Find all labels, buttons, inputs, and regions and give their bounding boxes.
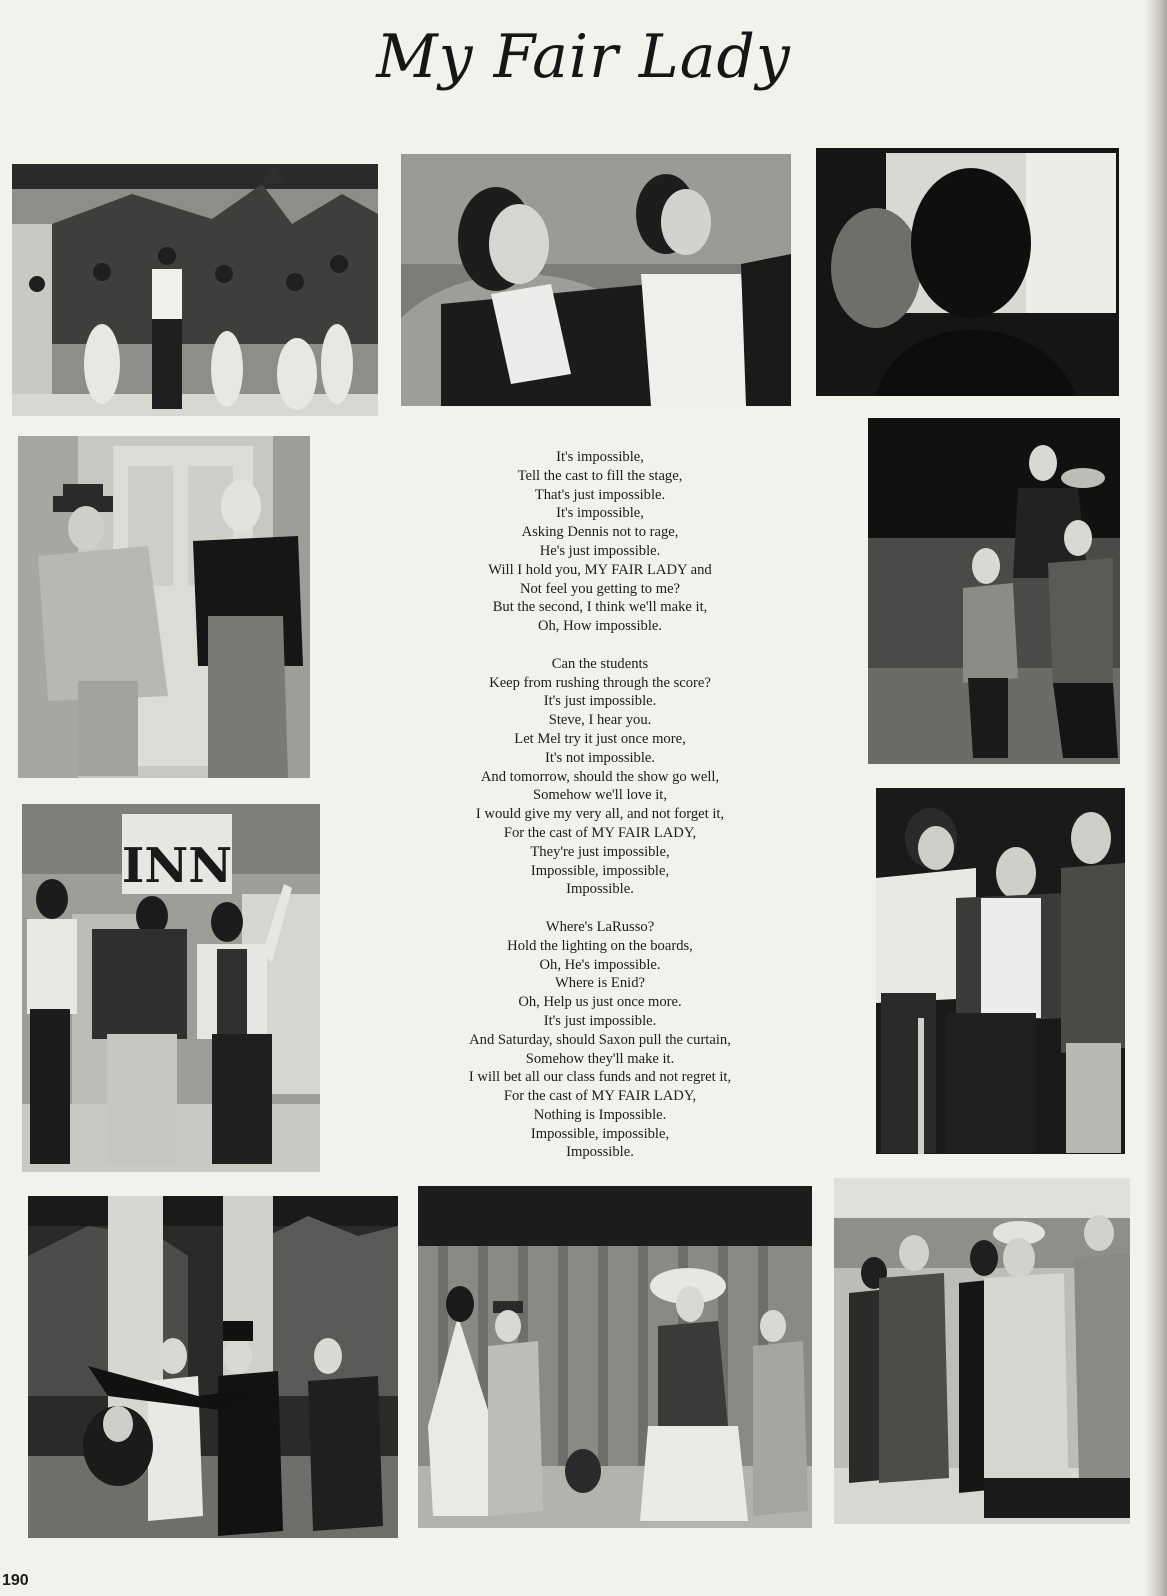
photo-icon	[28, 1196, 398, 1538]
poem-stanza-1	[420, 448, 780, 636]
photo-inn-scene	[22, 804, 320, 1172]
poem-line: And Saturday, should Saxon pull the curtain,	[469, 1031, 731, 1048]
photo-doorway-pair	[18, 436, 310, 778]
photo-icon	[816, 148, 1119, 396]
poem-line: Tell the cast to fill the stage,	[517, 467, 683, 484]
photo-icon	[12, 164, 378, 416]
poem-line: Let Mel try it just once more,	[514, 730, 686, 747]
poem-line: Asking Dennis not to rage,	[521, 524, 679, 541]
poem-line: Not feel you getting to me?	[519, 580, 681, 597]
photo-singing-trio	[876, 788, 1125, 1154]
photo-silhouette	[816, 148, 1119, 396]
page-title: My Fair Lady	[376, 22, 791, 92]
page-number: 190	[2, 1572, 29, 1589]
photo-ascot-stage	[418, 1186, 812, 1528]
photo-icon	[22, 804, 320, 1172]
poem-stanza-2	[420, 655, 780, 899]
poem-line: It's just impossible.	[543, 693, 657, 710]
poem-line: I will bet all our class funds and not regret it,	[468, 1069, 732, 1086]
poem-line: Oh, How impossible.	[537, 618, 663, 635]
photo-icon	[876, 788, 1125, 1154]
poem-line: And tomorrow, should the show go well,	[480, 768, 720, 785]
photo-balcony-scene	[868, 418, 1120, 764]
poem-line: Somehow they'll make it.	[525, 1050, 675, 1067]
poem-line: It's impossible,	[556, 505, 644, 522]
poem-line: Oh, Help us just once more.	[518, 994, 682, 1011]
poem-line: Steve, I hear you.	[548, 712, 652, 729]
poem-line: He's just impossible.	[539, 542, 661, 559]
poem-line: For the cast of MY FAIR LADY,	[503, 824, 697, 841]
poem	[420, 448, 780, 1162]
poem-line: Impossible.	[566, 1144, 634, 1161]
photo-sleeping-men	[401, 154, 791, 406]
poem-line: Hold the lighting on the boards,	[507, 937, 693, 954]
photo-ensemble-backstage	[834, 1178, 1130, 1524]
photo-icon	[868, 418, 1120, 764]
poem-line: Impossible.	[566, 881, 634, 898]
poem-line: Nothing is Impossible.	[533, 1106, 667, 1123]
photo-icon	[834, 1178, 1130, 1524]
photo-icon	[401, 154, 791, 406]
svg-text:INN: INN	[121, 838, 233, 894]
page-edge	[1145, 0, 1167, 1596]
poem-line: But the second, I think we'll make it,	[492, 599, 708, 616]
poem-line: It's impossible,	[556, 449, 644, 465]
poem-line: For the cast of MY FAIR LADY,	[503, 1088, 697, 1105]
poem-line: It's just impossible.	[543, 1012, 657, 1029]
poem-line: I would give my very all, and not forget it,	[475, 806, 725, 823]
poem-stanza-3	[420, 918, 780, 1162]
photo-street-dance	[28, 1196, 398, 1538]
poem-line: Impossible, impossible,	[530, 862, 670, 879]
poem-line: Impossible, impossible,	[530, 1125, 670, 1142]
poem-line: They're just impossible,	[530, 843, 670, 860]
photo-icon	[18, 436, 310, 778]
poem-line: Where is Enid?	[555, 975, 645, 992]
photo-icon	[418, 1186, 812, 1528]
poem-line: It's not impossible.	[544, 749, 656, 766]
poem-line: Can the students	[551, 655, 649, 672]
poem-line: Somehow we'll love it,	[533, 787, 667, 804]
photo-stage-chorus	[12, 164, 378, 416]
poem-line: Will I hold you, MY FAIR LADY and	[488, 561, 712, 578]
poem-line: Oh, He's impossible.	[539, 956, 661, 973]
poem-line: Where's LaRusso?	[545, 918, 655, 935]
poem-line: That's just impossible.	[534, 486, 666, 503]
poem-line: Keep from rushing through the score?	[489, 674, 711, 691]
